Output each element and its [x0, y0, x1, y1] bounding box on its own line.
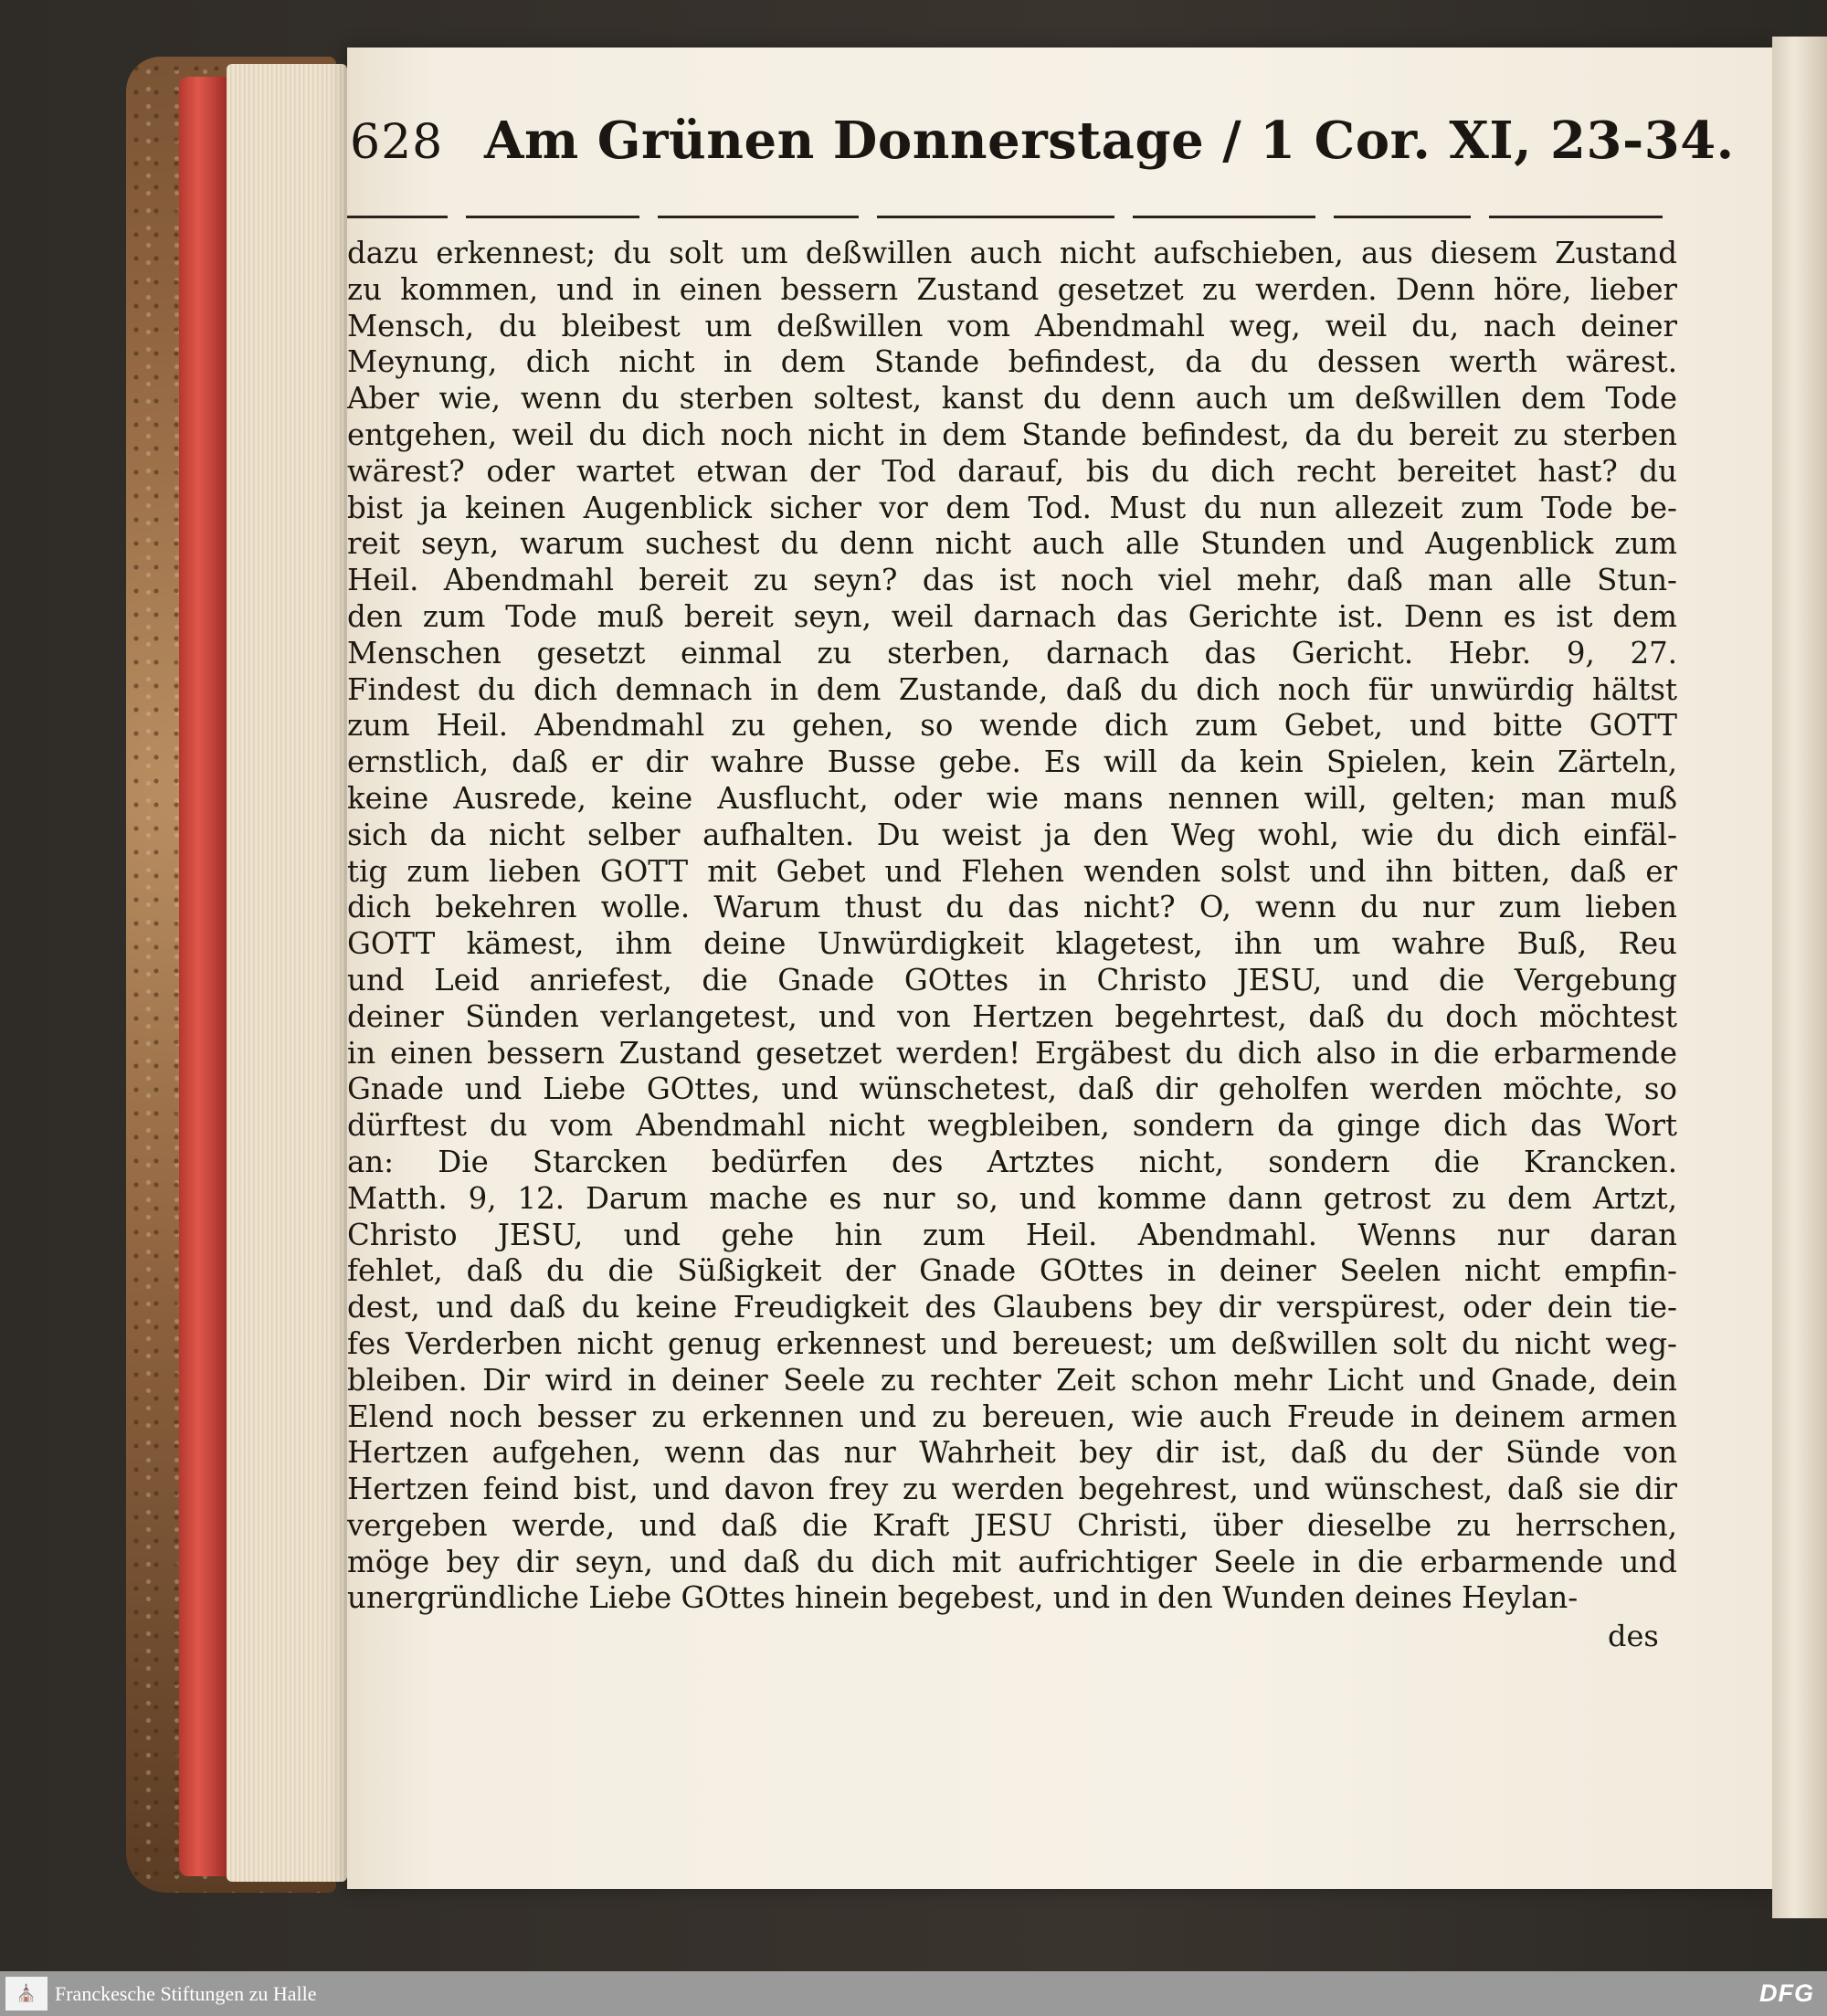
text-line: bleiben. Dir wird in deiner Seele zu rechter Zeit schon mehr Licht und Gnade, dein [347, 1362, 1677, 1398]
text-line: Findest du dich demnach in dem Zustande, daß du dich noch für unwürdig hältst [347, 671, 1677, 707]
running-title: Am Grünen Donnerstage / 1 Cor. XI, 23-34. [484, 111, 1735, 171]
catchword: des [1608, 1619, 1659, 1654]
text-line: dazu erkennest; du solt um deßwillen auch nicht aufschieben, aus diesem Zustand [347, 236, 1677, 270]
text-line: möge bey dir seyn, und daß du dich mit aufrichtiger Seele in die erbarmende und [347, 1544, 1677, 1579]
viewer-footer [0, 1971, 1827, 2016]
text-line: Elend noch besser zu erkennen und zu bereuen, wie auch Freude in deinem armen [347, 1399, 1677, 1434]
body-text [347, 236, 1677, 1617]
text-line: Heil. Abendmahl bereit zu seyn? das ist noch viel mehr, daß man alle Stun- [347, 563, 1677, 598]
red-page-edge [179, 77, 227, 1876]
building-icon: ⛪ [16, 1983, 37, 2003]
page-stack-edge [227, 64, 347, 1882]
text-line: fehlet, daß du die Süßigkeit der Gnade GOttes in deiner Seelen nicht empfin- [347, 1253, 1677, 1289]
institution-logo [5, 1977, 48, 2011]
text-line: den zum Tode muß bereit seyn, weil darnach das Gerichte ist. Denn es ist dem [347, 598, 1677, 634]
text-line: Hertzen aufgehen, wenn das nur Wahrheit bey dir ist, daß du der Sünde von [347, 1435, 1677, 1471]
text-line: ernstlich, daß er dir wahre Busse gebe. Es will da kein Spielen, kein Zärteln, [347, 744, 1677, 780]
text-line: Matth. 9, 12. Darum mache es nur so, und komme dann getrost zu dem Artzt, [347, 1180, 1677, 1216]
text-line: dürftest du vom Abendmahl nicht wegbleiben, sondern da ginge dich das Wort [347, 1108, 1677, 1144]
text-line: bist ja keinen Augenblick sicher vor dem Tod. Must du nun allezeit zum Tode be- [347, 490, 1677, 525]
text-line: und Leid anriefest, die Gnade GOttes in Christo JESU, und die Vergebung [347, 962, 1677, 997]
text-line: zu kommen, und in einen bessern Zustand gesetzet zu werden. Denn höre, lieber [347, 271, 1677, 307]
institution-name: Franckesche Stiftungen zu Halle [55, 1982, 317, 2005]
text-line: deiner Sünden verlangetest, und von Hertzen begehrtest, daß du doch möchtest [347, 998, 1677, 1034]
text-line: entgehen, weil du dich noch nicht in dem Stande befindest, da du bereit zu sterben [347, 417, 1677, 452]
text-line: Christo JESU, und gehe hin zum Heil. Abendmahl. Wenns nur daran [347, 1217, 1677, 1252]
text-line: fes Verderben nicht genug erkennest und bereuest; um deßwillen solt du nicht weg- [347, 1325, 1677, 1361]
text-line: Hertzen feind bist, und davon frey zu werden begehrest, und wünschest, daß sie dir [347, 1472, 1677, 1507]
text-line: in einen bessern Zustand gesetzet werden! Ergäbest du dich also in die erbarmende [347, 1035, 1677, 1071]
text-line: unergründliche Liebe GOttes hinein begebest, und in den Wunden deines Heylan- [347, 1580, 1579, 1616]
text-line: Menschen gesetzt einmal zu sterben, darnach das Gericht. Hebr. 9, 27. [347, 635, 1677, 670]
text-line: an: Die Starcken bedürfen des Artztes nicht, sondern die Krancken. [347, 1144, 1677, 1179]
header-rule [347, 216, 1663, 227]
text-line: vergeben werde, und daß die Kraft JESU Christi, über dieselbe zu herrschen, [347, 1507, 1677, 1543]
text-line: wärest? oder wartet etwan der Tod darauf, bis du dich recht bereitet hast? du [347, 453, 1677, 489]
text-line: Meynung, dich nicht in dem Stande befindest, da du dessen werth wärest. [347, 344, 1677, 380]
dfg-logo: DFG [1759, 1979, 1814, 2007]
text-line: dich bekehren wolle. Warum thust du das nicht? O, wenn du nur zum lieben [347, 890, 1677, 925]
text-line: zum Heil. Abendmahl zu gehen, so wende dich zum Gebet, und bitte GOTT [347, 708, 1677, 744]
text-line: dest, und daß du keine Freudigkeit des Glaubens bey dir verspürest, oder dein tie- [347, 1290, 1677, 1325]
text-line: sich da nicht selber aufhalten. Du weist ja den Weg wohl, wie du dich einfäl- [347, 817, 1677, 852]
text-line: keine Ausrede, keine Ausflucht, oder wie mans nennen will, gelten; man muß [347, 780, 1677, 816]
text-line: reit seyn, warum suchest du denn nicht auch alle Stunden und Augenblick zum [347, 526, 1677, 562]
text-line: Aber wie, wenn du sterben soltest, kanst du denn auch um deßwillen dem Tode [347, 381, 1677, 417]
text-line: tig zum lieben GOTT mit Gebet und Flehen wenden solst und ihn bitten, daß er [347, 853, 1677, 889]
text-line: Gnade und Liebe GOttes, und wünschetest, daß dir geholfen werden möchte, so [347, 1071, 1677, 1107]
text-line: Mensch, du bleibest um deßwillen vom Abendmahl weg, weil du, nach deiner [347, 308, 1677, 343]
text-line: GOTT kämest, ihm deine Unwürdigkeit klagetest, ihn um wahre Buß, Reu [347, 926, 1677, 962]
page-number: 628 [350, 115, 444, 170]
facing-page-edge [1772, 37, 1827, 1918]
